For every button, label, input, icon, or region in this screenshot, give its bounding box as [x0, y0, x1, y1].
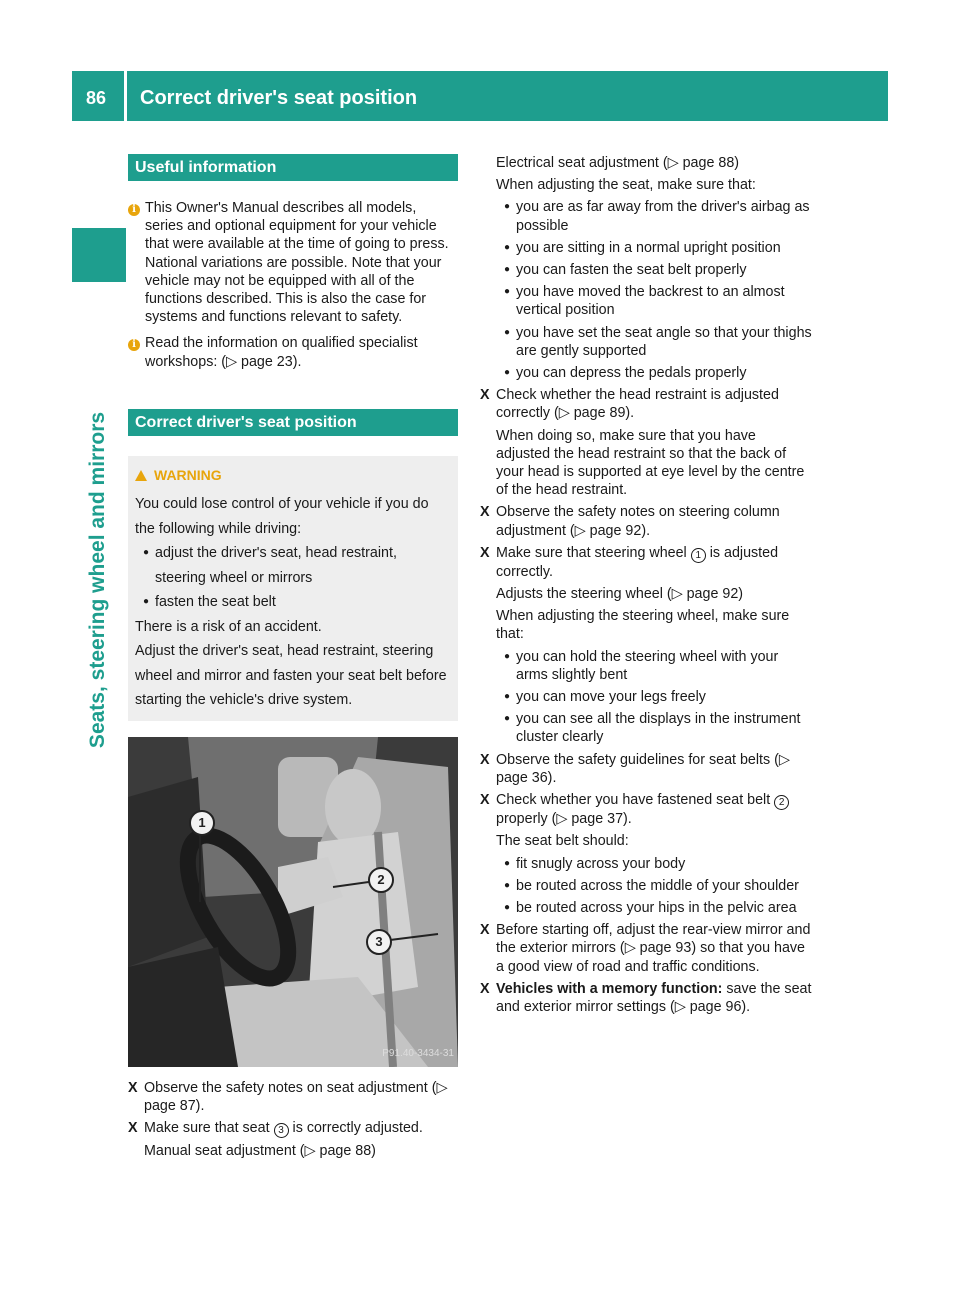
step-cross-icon: X [128, 1119, 138, 1136]
header-divider [124, 71, 127, 121]
bullet-icon: ● [143, 547, 150, 559]
warning-box [128, 456, 458, 721]
info-note-2: i Read the information on qualified specialist workshops: (▷ page 23). [128, 334, 458, 370]
bullet-icon: ● [504, 241, 511, 253]
bullet-icon: ● [143, 596, 150, 608]
bullet-icon: ● [504, 264, 511, 276]
step-seat-adjusted: X Make sure that seat 3 is correctly adjusted. [128, 1119, 423, 1136]
warning-instruction: Adjust the driver's seat, head restraint, steering wheel and mirror and fasten your seat belt before starting the vehicle's drive system. [135, 643, 447, 709]
belt-bullet: ● fit snugly across your body [504, 855, 686, 872]
step-belt-fastened: X Check whether you have fastened seat belt 2 properly (▷ page 37). [480, 791, 812, 828]
electrical-seat-note: Electrical seat adjustment (▷ page 88) [496, 155, 740, 171]
step-cross-icon: X [480, 544, 490, 561]
callout-3: 3 [274, 1123, 289, 1138]
step-mirrors: X Before starting off, adjust the rear-view mirror and the exterior mirrors (▷ page 93) so that you have a good view of road and traffic conditions. [480, 922, 811, 975]
figure-callout-3: 3 [366, 929, 392, 955]
figure-callout-2: 2 [368, 867, 394, 893]
steering-adjust-note: Adjusts the steering wheel (▷ page 92) [496, 586, 744, 603]
wheel-bullet: ● you can hold the steering wheel with your arms slightly bent [504, 648, 779, 683]
seat-bullet: ● you have set the seat angle so that your thighs are gently supported [504, 324, 812, 359]
warning-intro: You could lose control of your vehicle if you do the following while driving: [135, 496, 429, 537]
step-cross-icon: X [480, 504, 490, 521]
page-title: Correct driver's seat position [140, 87, 418, 109]
seat-bullet: ● you are as far away from the driver's airbag as possible [504, 199, 810, 234]
wheel-check-intro: When adjusting the steering wheel, make sure that: [496, 608, 790, 643]
step-memory-function: X Vehicles with a memory function: save the seat and exterior mirror settings (▷ page 96). [480, 980, 812, 1015]
step-belt-guidelines: X Observe the safety guidelines for seat belts (▷ page 36). [480, 751, 790, 786]
right-column [480, 154, 812, 1016]
belt-bullet: ● be routed across the middle of your shoulder [504, 877, 799, 894]
bullet-icon: ● [504, 650, 511, 662]
belt-should-intro: The seat belt should: [496, 833, 629, 850]
driver-seat-illustration [128, 737, 458, 1067]
step-steering-wheel: X Make sure that steering wheel 1 is adjusted correctly. [480, 544, 779, 580]
figure-code: P91.40-3434-31 [382, 1048, 454, 1060]
bullet-icon: ● [504, 691, 511, 703]
step-cross-icon: X [128, 1079, 138, 1096]
seat-bullet: ● you can fasten the seat belt properly [504, 262, 747, 279]
step-cross-icon: X [480, 751, 490, 768]
seat-bullet: ● you can depress the pedals properly [504, 365, 747, 382]
section-heading-useful-info: Useful information [128, 154, 458, 181]
page-number: 86 [86, 88, 107, 108]
bullet-icon: ● [504, 286, 511, 298]
step-seat-safety: X Observe the safety notes on seat adjustment (▷ page 87). [128, 1079, 448, 1114]
bullet-icon: ● [504, 901, 511, 913]
bullet-icon: ● [504, 201, 511, 213]
driver-illustration-svg [128, 737, 458, 1067]
warning-heading: WARNING [135, 466, 450, 484]
warning-risk: There is a risk of an accident. [135, 618, 322, 635]
warning-triangle-icon [135, 470, 147, 481]
section-heading-correct-position: Correct driver's seat position [128, 409, 458, 436]
callout-2: 2 [774, 795, 789, 810]
side-tab-label: Seats, steering wheel and mirrors [86, 411, 109, 749]
left-column [128, 154, 458, 1160]
belt-bullet: ● be routed across your hips in the pelvic area [504, 899, 797, 916]
bullet-icon: ● [504, 367, 511, 379]
manual-seat-note: Manual seat adjustment (▷ page 88) [144, 1142, 376, 1159]
bullet-icon: ● [504, 879, 511, 891]
warning-bullet: ● adjust the driver's seat, head restraint, steering wheel or mirrors [135, 541, 450, 590]
bullet-icon: ● [504, 857, 511, 869]
step-cross-icon: X [480, 792, 490, 809]
step-cross-icon: X [480, 980, 490, 997]
seat-bullet: ● you are sitting in a normal upright position [504, 239, 781, 256]
step-head-restraint: X Check whether the head restraint is adjusted correctly (▷ page 89). [480, 387, 779, 422]
callout-1: 1 [691, 548, 706, 563]
step-cross-icon: X [480, 387, 490, 404]
step-steering-safety: X Observe the safety notes on steering column adjustment (▷ page 92). [480, 504, 780, 539]
wheel-bullet: ● you can see all the displays in the instrument cluster clearly [504, 711, 801, 746]
info-icon: i [128, 204, 140, 216]
head-restraint-note: When doing so, make sure that you have adjusted the head restraint so that the back of your head is supported at eye level by the centre of the head restraint. [496, 427, 805, 499]
seat-check-intro: When adjusting the seat, make sure that: [496, 177, 756, 194]
side-tab-marker [72, 228, 126, 282]
wheel-bullet: ● you can move your legs freely [504, 689, 706, 706]
bullet-icon: ● [504, 713, 511, 725]
info-note-1: i This Owner's Manual describes all models, series and optional equipment for your vehicle that were available at the time of going to press. National variations are possible. Note that your vehicle may not be equipped with all of the functions described. This is also the case for systems and functions relevant to safety. [128, 199, 458, 326]
info-icon: i [128, 339, 140, 351]
warning-bullet: ● fasten the seat belt [135, 590, 450, 615]
bullet-icon: ● [504, 326, 511, 338]
figure-callout-1: 1 [189, 810, 215, 836]
seat-bullet: ● you have moved the backrest to an almost vertical position [504, 284, 785, 319]
step-cross-icon: X [480, 922, 490, 939]
